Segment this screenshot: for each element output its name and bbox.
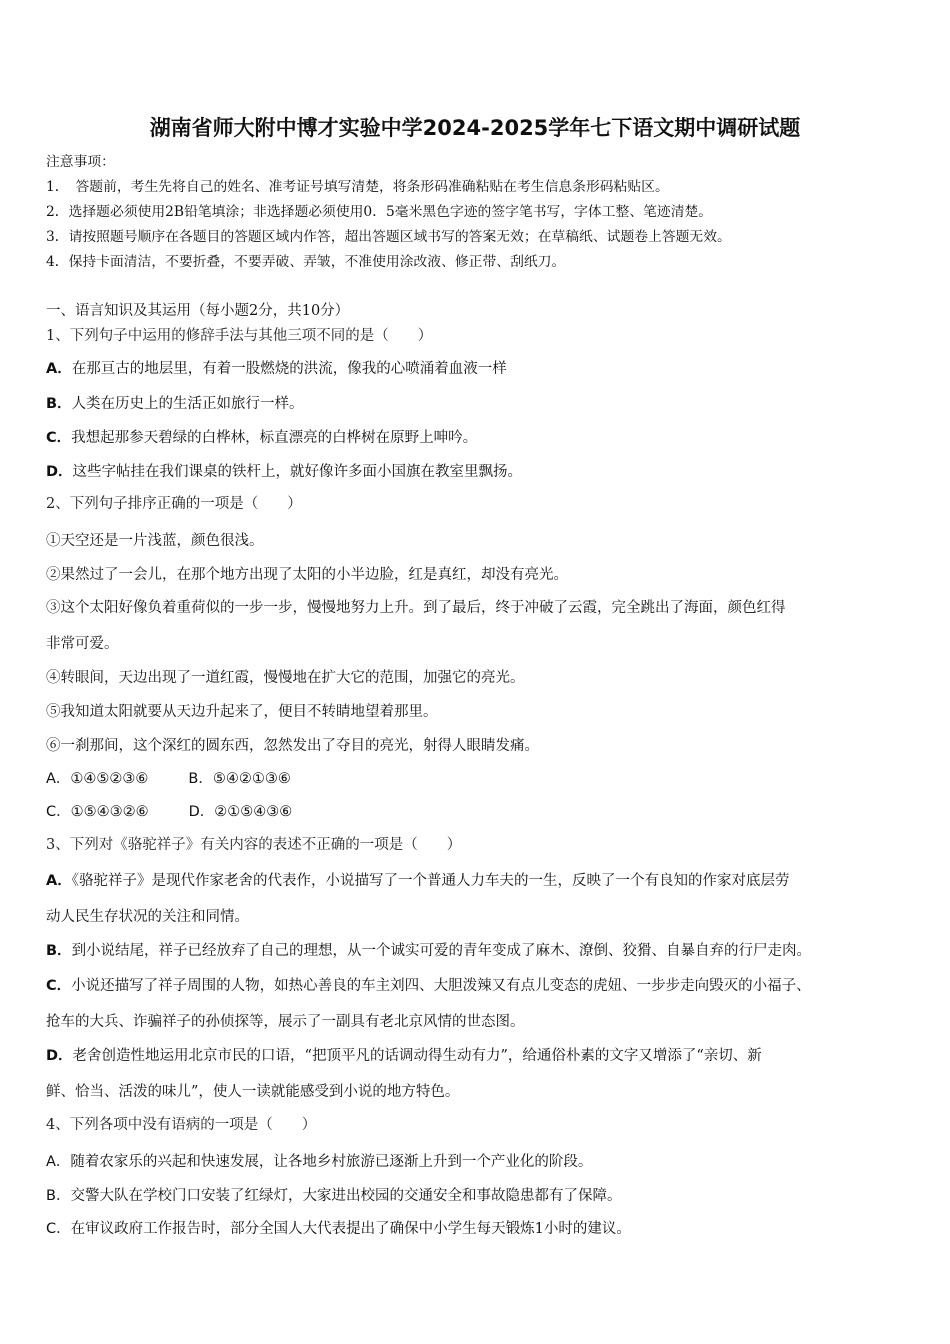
option-text: 抢车的大兵、诈骗祥子的孙侦探等，展示了一副具有老北京风情的世态图。 — [46, 1014, 525, 1030]
question-3-stem: 3、下列对《骆驼祥子》有关内容的表述不正确的一项是（ ） — [46, 837, 462, 853]
option-label: B． — [188, 771, 213, 787]
question-1-option-b — [46, 394, 304, 414]
option-label: D． — [46, 1048, 73, 1064]
option-label: A． — [46, 771, 71, 787]
option-text: 交警大队在学校门口安装了红绿灯，大家进出校园的交通安全和事故隐患都有了保障。 — [70, 1188, 622, 1204]
question-1-stem: 1、下列句子中运用的修辞手法与其他三项不同的是（ ） — [46, 328, 433, 344]
notes-item: 3．请按照题号顺序在各题目的答题区域内作答，超出答题区域书写的答案无效；在草稿纸、试题卷上答题无效。 — [46, 229, 731, 245]
option-text: 在那亘古的地层里，有着一股燃烧的洪流，像我的心喷涌着血液一样 — [71, 361, 507, 377]
question-4-option-a — [46, 1152, 592, 1172]
notes-item: 4．保持卡面清洁，不要折叠，不要弄破、弄皱，不准使用涂改液、修正带、刮纸刀。 — [46, 254, 566, 270]
page-title: 湖南省师大附中博才实验中学2024-2025学年七下语文期中调研试题 — [149, 116, 801, 140]
question-3-line — [46, 871, 789, 891]
option-label: B． — [46, 943, 72, 959]
question-4-option-b — [46, 1186, 621, 1206]
option-text: 动人民生存状况的关注和同情。 — [46, 909, 249, 925]
question-2-stem: 2、下列句子排序正确的一项是（ ） — [46, 496, 302, 512]
question-2-options-row — [46, 802, 292, 822]
option-text: 到小说结尾，祥子已经放弃了自己的理想，从一个诚实可爱的青年变成了麻木、潦倒、狡猾、自暴自弃的行尸走肉。 — [71, 943, 812, 959]
option-text: 我想起那参天碧绿的白桦林，标直漂亮的白桦树在原野上呻吟。 — [71, 430, 478, 446]
option-label: B． — [46, 1188, 71, 1204]
question-3-line — [46, 1012, 525, 1032]
question-2-sentence: 非常可爱。 — [46, 636, 119, 652]
question-3-line — [46, 1082, 459, 1102]
option-text: 人类在历史上的生活正如旅行一样。 — [71, 396, 304, 412]
question-1-option-a — [46, 359, 507, 379]
option-text: ①④⑤②③⑥ — [70, 771, 149, 787]
option-label: A． — [46, 873, 72, 889]
notes-item: 1． 答题前，考生先将自己的姓名、准考证号填写清楚，将条形码准确粘贴在考生信息条形码粘贴区。 — [46, 179, 669, 195]
question-2-sentence: ②果然过了一会儿，在那个地方出现了太阳的小半边脸，红是真红，却没有亮光。 — [46, 567, 568, 583]
option-label: B． — [46, 396, 72, 412]
question-2-sentence: ④转眼间，天边出现了一道红霞，慢慢地在扩大它的范围，加强它的亮光。 — [46, 670, 525, 686]
question-4-stem: 4、下列各项中没有语病的一项是（ ） — [46, 1117, 317, 1133]
question-3-line — [46, 907, 249, 927]
question-2-sentence: ③这个太阳好像负着重荷似的一步一步，慢慢地努力上升。到了最后，终于冲破了云霞，完全跳出了海面，颜色红得 — [46, 600, 786, 616]
option-text: 鲜、恰当、活泼的味儿”，使人一读就能感受到小说的地方特色。 — [46, 1084, 460, 1100]
question-3-line — [46, 941, 811, 961]
option-label: A． — [46, 361, 72, 377]
option-text: 这些字帖挂在我们课桌的铁杆上，就好像许多面小国旗在教室里飘扬。 — [72, 464, 523, 480]
option-text: 小说还描写了祥子周围的人物，如热心善良的车主刘四、大胆泼辣又有点儿变态的虎妞、一步步走向毁灭的小福子、 — [71, 978, 811, 994]
question-2-sentence: ①天空还是一片浅蓝，颜色很浅。 — [46, 533, 264, 549]
option-label: C． — [46, 430, 72, 446]
section-heading: 一、语言知识及其运用（每小题2分，共10分） — [46, 303, 350, 319]
option-label: C． — [46, 1221, 71, 1237]
option-text: ⑤④②①③⑥ — [212, 771, 291, 787]
question-3-line — [46, 976, 811, 996]
question-1-option-d — [46, 462, 522, 482]
question-2-sentence: ⑥一刹那间，这个深红的圆东西，忽然发出了夺目的亮光，射得人眼睛发痛。 — [46, 738, 539, 754]
question-3-line — [46, 1046, 762, 1066]
option-text: ①⑤④③②⑥ — [70, 804, 149, 820]
option-text: 随着农家乐的兴起和快速发展，让各地乡村旅游已逐渐上升到一个产业化的阶段。 — [70, 1154, 593, 1170]
notes-item: 2．选择题必须使用2B铅笔填涂；非选择题必须使用0．5毫米黑色字迹的签字笔书写，字体工整、笔迹清楚。 — [46, 204, 713, 220]
option-text: 老舍创造性地运用北京市民的口语，“把顶平凡的话调动得生动有力”，给通俗朴素的文字又增添了“亲切、新 — [72, 1048, 762, 1064]
question-2-options-row — [46, 769, 291, 789]
question-2-sentence: ⑤我知道太阳就要从天边升起来了，便目不转睛地望着那里。 — [46, 704, 438, 720]
option-label: D． — [46, 464, 73, 480]
option-text: 《骆驼祥子》是现代作家老舍的代表作，小说描写了一个普通人力车夫的一生，反映了一个有良知的作家对底层劳 — [71, 873, 790, 889]
option-text: ②①⑤④③⑥ — [214, 804, 293, 820]
notes-heading: 注意事项： — [46, 154, 115, 170]
question-1-option-c — [46, 428, 477, 448]
option-text: 在审议政府工作报告时，部分全国人大代表提出了确保中小学生每天锻炼1小时的建议。 — [70, 1221, 631, 1237]
option-label: D． — [188, 804, 215, 820]
option-label: C． — [46, 804, 71, 820]
option-label: A． — [46, 1154, 71, 1170]
option-label: C． — [46, 978, 72, 994]
question-4-option-c — [46, 1219, 631, 1239]
